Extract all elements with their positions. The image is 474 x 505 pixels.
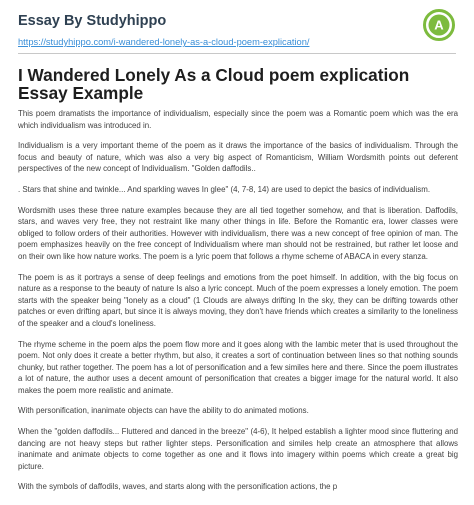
essay-paragraph: With the symbols of daffodils, waves, and starts along with the personification actions, the p — [18, 482, 338, 492]
essay-title: I Wandered Lonely As a Cloud poem explication Essay Example — [18, 65, 410, 103]
essay-paragraph: This poem dramatists the importance of individualism, especially since the poem was a Romantic poem which was the era which individualism was introduced in. — [18, 109, 458, 130]
essay-content — [18, 66, 458, 502]
essay-paragraph: The poem is as it portrays a sense of deep feelings and emotions from the poet himself. In addition, with the big focus on nature as a response to the beauty of nature Is also a lyric concept. Much of the poem expresses a lonely emotion. The poem starts with the speaker being "lonely as a cloud" (1 Clouds are always drifting In the sky, they can be drifting towards other patches or even drifting apart, but since it is always moving, they don't have friends which creates a similarity to the loneliness of the speaker and a cloud's loneliness. — [18, 272, 458, 328]
essay-paragraph: The rhyme scheme in the poem alps the poem flow more and it goes along with the Iambic meter that is used throughout the poem. Not only does it create a better rhythm, but also, it creates a sort of continuation between lines so that nothing sounds chunky, but rather together. The poem has a lot of personification and a few similes here and there. Since the poem illustrates a lot of nature, the author uses a decent amount of personification that creates a bigger image for the natural world. It also makes the poem more realistic and animate. — [18, 339, 458, 395]
logo-letter: A — [434, 17, 444, 33]
essay-paragraph: With personification, inanimate objects can have the ability to do animated motions. — [18, 406, 309, 416]
site-brand[interactable]: Essay By Studyhippo — [18, 13, 167, 29]
studyhippo-a-logo-icon[interactable] — [422, 8, 456, 42]
essay-body — [18, 108, 458, 493]
essay-paragraph: Wordsmith uses these three nature examples because they are all tied together somehow, and that is liberation. Daffodils, stars, and waves very free, they not restraint like many other things in life. Before the Romantic era, lower classes were obliged to follow orders of their authorities. However with individualism, there was a new concept of free opinion of man. The poem emphasizes heavily on the free concept of Individualism where man should not be restrained, but rather let loose and on their own like how nature works. The poem is a lyric poem that follows a rhyme scheme of ABACA in every stanza. — [18, 205, 458, 261]
essay-paragraph: . Stars that shine and twinkle... And sparkling waves In glee" (4, 7-8, 14) are used to depict the basics of individualism. — [18, 184, 431, 194]
essay-paragraph: When the "golden daffodils... Fluttered and danced in the breeze" (4-6), It helped establish a lighter mood since fluttering and dancing are not heavy steps but rather lighter steps. Personification and similes help create an atmosphere that allows inanimate and animate objects to come together as one and it flows into imagery within poems which create a great big picture. — [18, 427, 458, 471]
essay-paragraph: Individualism is a very important theme of the poem as it draws the importance of the basics of individualism. Through the focus and beauty of nature, which was also a very big aspect of Romanticism, William Wordsmith points out deferent perspectives of the new concept of Individualism. "Golden daffodils.. — [18, 141, 458, 174]
source-url-link[interactable]: https://studyhippo.com/i-wandered-lonely-as-a-cloud-poem-explication/ — [18, 37, 310, 47]
header-divider — [18, 53, 456, 54]
site-header — [0, 0, 474, 56]
